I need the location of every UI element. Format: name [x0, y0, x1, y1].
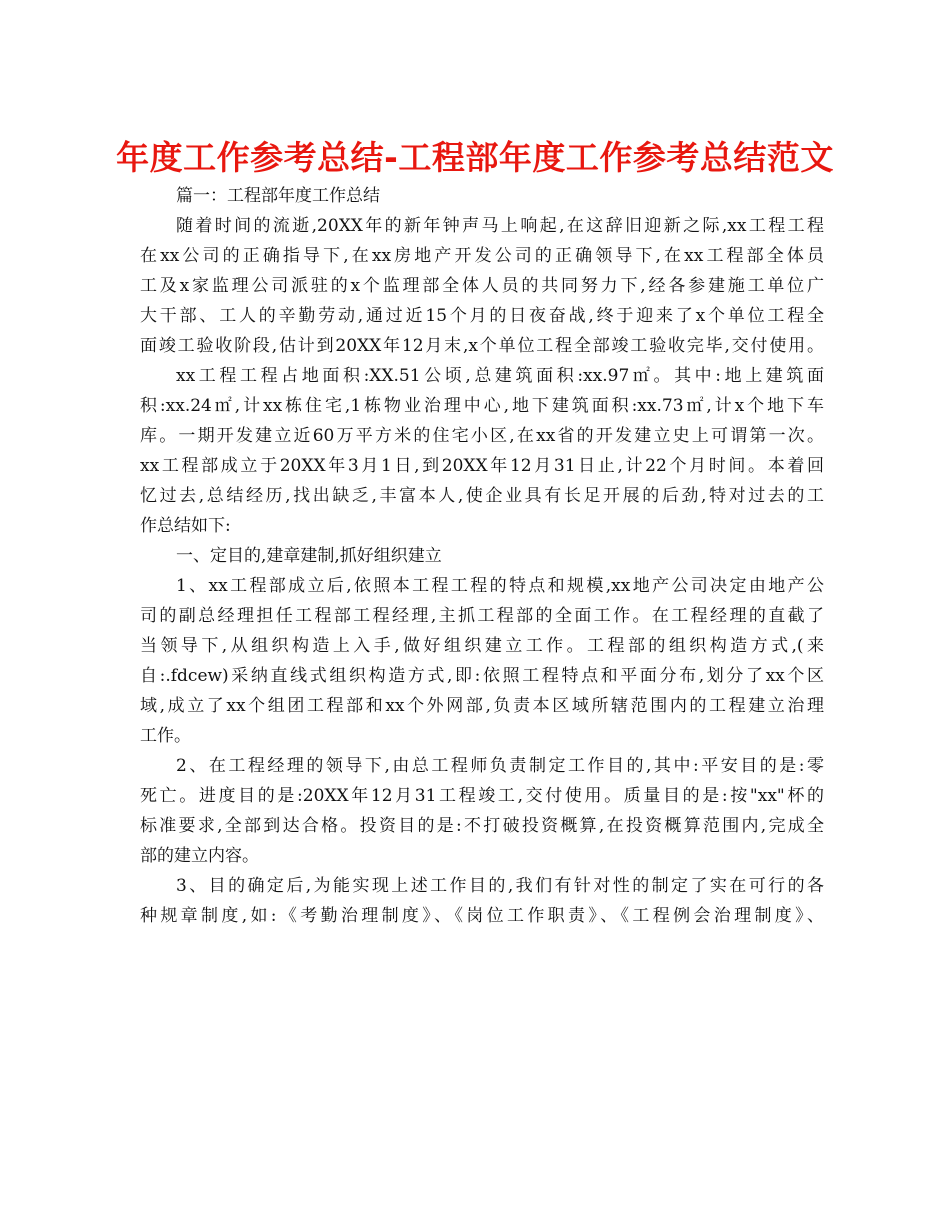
paragraph-line: 死亡。进度目的是:20XX年12月31工程竣工,交付使用。质量目的是:按"xx"杯的 — [140, 786, 824, 806]
paragraph-line: 作总结如下: — [140, 516, 231, 536]
paragraph-line: 标准要求,全部到达合格。投资目的是:不打破投资概算,在投资概算范围内,完成全 — [140, 816, 824, 836]
paragraph-line: 大干部、工人的辛勤劳动,通过近15个月的日夜奋战,终于迎来了x个单位工程全 — [140, 306, 824, 326]
paragraph-line: 当领导下,从组织构造上入手,做好组织建立工作。工程部的组织构造方式,(来 — [140, 636, 824, 656]
paragraph-line: 种规章制度,如:《考勤治理制度》、《岗位工作职责》、《工程例会治理制度》、 — [140, 906, 824, 926]
paragraph-line: xx工程工程占地面积:XX.51公顷,总建筑面积:xx.97㎡。其中:地上建筑面 — [176, 366, 824, 386]
paragraph-line: 2、在工程经理的领导下,由总工程师负责制定工作目的,其中:平安目的是:零 — [176, 756, 824, 776]
paragraph-line: 1、xx工程部成立后,依照本工程工程的特点和规模,xx地产公司决定由地产公 — [176, 576, 824, 596]
paragraph-line: 在xx公司的正确指导下,在xx房地产开发公司的正确领导下,在xx工程部全体员 — [140, 246, 824, 266]
paragraph-line: 自:.fdcew)采纳直线式组织构造方式,即:依照工程特点和平面分布,划分了xx个区 — [140, 666, 824, 686]
paragraph-line: 面竣工验收阶段,估计到20XX年12月末,x个单位工程全部竣工验收完毕,交付使用。 — [140, 336, 824, 356]
paragraph-line: 工及x家监理公司派驻的x个监理部全体人员的共同努力下,经各参建施工单位广 — [140, 276, 824, 296]
document-title: 年度工作参考总结-工程部年度工作参考总结范文 — [116, 138, 834, 177]
paragraph-line: 随着时间的流逝,20XX年的新年钟声马上响起,在这辞旧迎新之际,xx工程工程 — [176, 216, 824, 236]
paragraph-line: 司的副总经理担任工程部工程经理,主抓工程部的全面工作。在工程经理的直截了 — [140, 606, 824, 626]
section-heading: 篇一：工程部年度工作总结 — [176, 186, 380, 206]
paragraph-line: 3、目的确定后,为能实现上述工作目的,我们有针对性的制定了实在可行的各 — [176, 876, 824, 896]
paragraph-line: 部的建立内容。 — [140, 846, 259, 866]
paragraph-line: xx工程部成立于20XX年3月1日,到20XX年12月31日止,计22个月时间。本着回 — [140, 456, 824, 476]
document-body — [140, 181, 824, 931]
paragraph-line: 库。一期开发建立近60万平方米的住宅小区,在xx省的开发建立史上可谓第一次。 — [140, 426, 824, 446]
paragraph-line: 工作。 — [140, 726, 191, 746]
section-heading: 一、定目的,建章建制,抓好组织建立 — [176, 546, 442, 566]
paragraph-line: 积:xx.24㎡,计xx栋住宅,1栋物业治理中心,地下建筑面积:xx.73㎡,计x个地下车 — [140, 396, 824, 416]
paragraph-line: 忆过去,总结经历,找出缺乏,丰富本人,使企业具有长足开展的后劲,特对过去的工 — [140, 486, 824, 506]
paragraph-line: 域,成立了xx个组团工程部和xx个外网部,负责本区域所辖范围内的工程建立治理 — [140, 696, 824, 716]
